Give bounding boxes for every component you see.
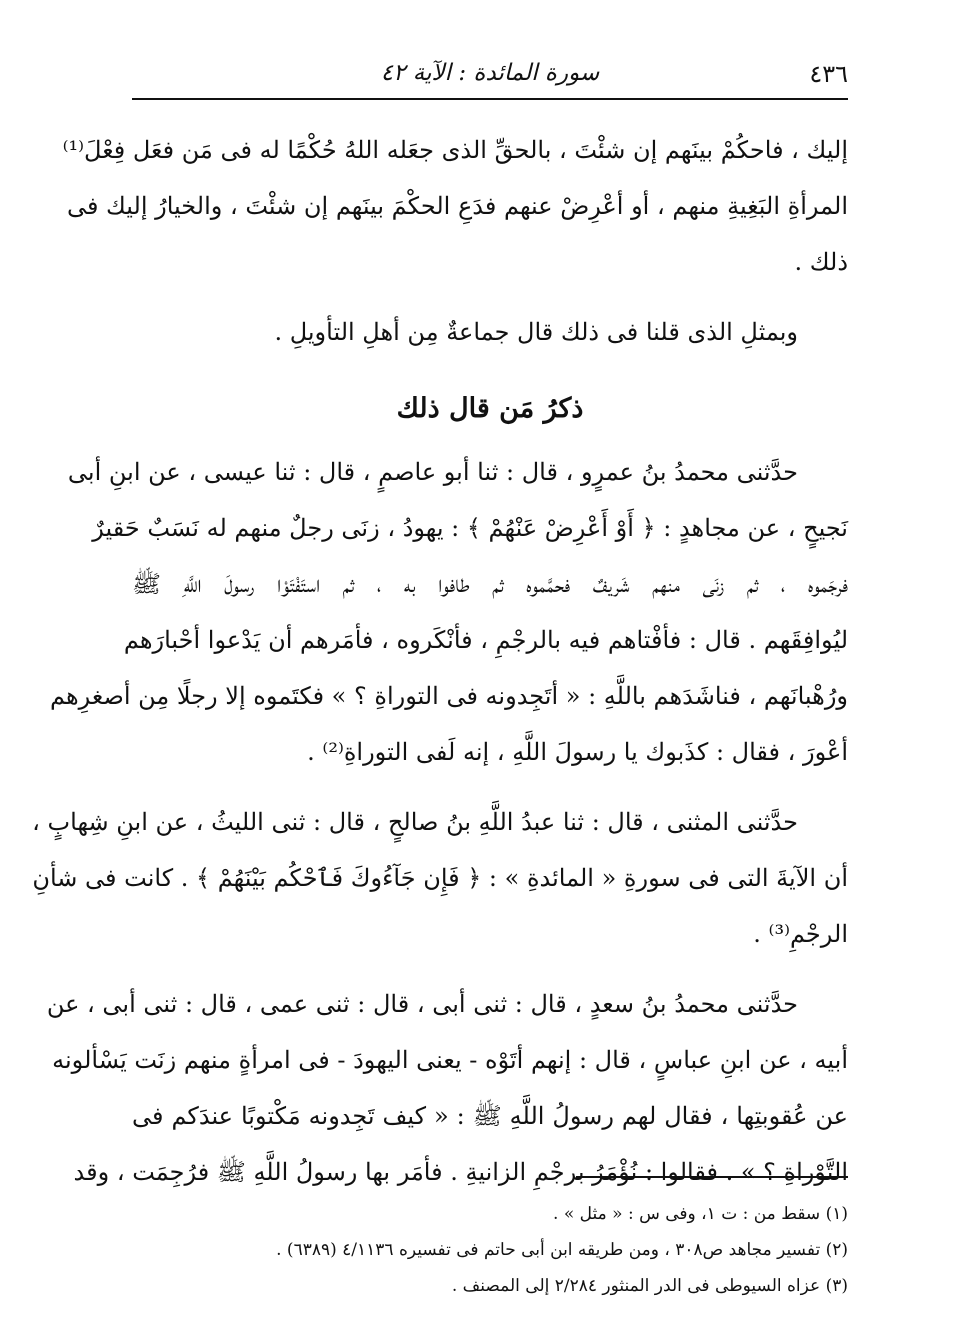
- text-line: إليك ، فاحكُمْ بينَهم إن شئْتَ ، بالحقِّ الذى جعَله اللهُ حُكْمًا له فى مَن فعَل فِعْلَ⁽¹⁾: [62, 136, 848, 164]
- page-header: [132, 58, 848, 100]
- page-number: ٤٣٦: [809, 60, 848, 88]
- text-line: أبيه ، عن ابنِ عباسٍ ، قال : إنهم أتَوْه - يعنى اليهودَ - فى امرأةٍ منهم زنَت يَسْألونه: [52, 1046, 848, 1074]
- text-line: ليُوافِقَهم . قال : فأفْتاهم فيه بالرجْمِ ، فأنْكَروه ، فأمَرهم أن يَدْعوا أحْبارَهم: [123, 626, 848, 654]
- footnote: (١) سقط من : ت ١، وفى س : « مثل » .: [553, 1204, 848, 1224]
- text-line: أعْورَ ، فقال : كذَبوك يا رسولَ اللَّهِ ، إنه لَفى التوراةِ⁽²⁾ .: [307, 738, 848, 766]
- text-line: المرأةِ البَغِيةِ منهم ، أو أعْرِضْ عنهم فدَعِ الحكْمَ بينَهم إن شئْتَ ، والخيارُ إليك فى: [66, 192, 848, 220]
- text-line: نَجيحٍ ، عن مجاهدٍ : ﴿ أَوْ أَعْرِضْ عَنْهُمْ ﴾ : يهودُ ، زنَى رجلٌ منهم له نَسَبٌ حَقيرٌ: [92, 514, 848, 542]
- text-line: ذلك .: [794, 248, 848, 276]
- footnotes: [132, 1196, 848, 1304]
- text-line: حدَّثنى محمدُ بنُ عمرٍو ، قال : ثنا أبو عاصمٍ ، قال : ثنا عيسى ، عن ابنِ أبى: [67, 458, 798, 486]
- text-line: التَّوْراةِ ؟ » . فقالوا : نُؤْمَرُ برجْمِ الزانيةِ . فأمَر بها رسولُ اللَّهِ ﷺ فرُجِمَت ، وقد: [73, 1158, 848, 1186]
- text-line: فرجَموه ، ثم زنَى منهم شَريفٌ فحمَّموه ثم طافوا به ، ثم استَفْتَوْا رسولَ اللَّهِ ﷺ: [132, 570, 849, 598]
- text-line: حدَّثنى محمدُ بنُ سعدٍ ، قال : ثنى أبى ، قال : ثنى عمى ، قال : ثنى أبى ، عن: [46, 990, 798, 1018]
- text-line: الرجْمِ⁽³⁾ .: [753, 920, 848, 948]
- text-line: أن الآيةَ التى فى سورةِ « المائدةِ » : ﴿ فَإِن جَآءُوكَ فَٱحْكُم بَيْنَهُمْ ﴾ . كانت فى شأنِ: [32, 864, 848, 892]
- running-title: سورة المائدة : الآية ٤٢: [380, 60, 600, 86]
- text-line: ورُهْبانَهم ، فناشَدَهم باللَّهِ : « أتَجِدونه فى التوراةِ ؟ » فكتَموه إلا رجلًا مِن أصغرِهم: [50, 682, 848, 710]
- footnote-divider: [576, 1176, 848, 1178]
- section-heading: ذكرُ مَن قال ذلك: [396, 393, 584, 424]
- footnote: (٣) عزاه السيوطى فى الدر المنثور ٢/٢٨٤ إلى المصنف .: [451, 1276, 848, 1296]
- footnote: (٢) تفسير مجاهد ص٣٠٨ ، ومن طريقه ابن أبى حاتم فى تفسيره ٤/١١٣٦ (٦٣٨٩) .: [276, 1240, 848, 1260]
- main-text: [32, 122, 849, 1200]
- text-line: عن عُقوبتِها ، فقال لهم رسولُ اللَّهِ ﷺ : « كيف تَجِدونه مَكْتوبًا عندَكم فى: [132, 1102, 848, 1130]
- text-line: وبمثلِ الذى قلنا فى ذلك قال جماعةٌ مِن أهلِ التأويلِ .: [274, 318, 798, 346]
- text-line: حدَّثنى المثنى ، قال : ثنا عبدُ اللَّهِ بنُ صالحٍ ، قال : ثنى الليثُ ، عن ابنِ شِهابٍ ،: [32, 808, 798, 836]
